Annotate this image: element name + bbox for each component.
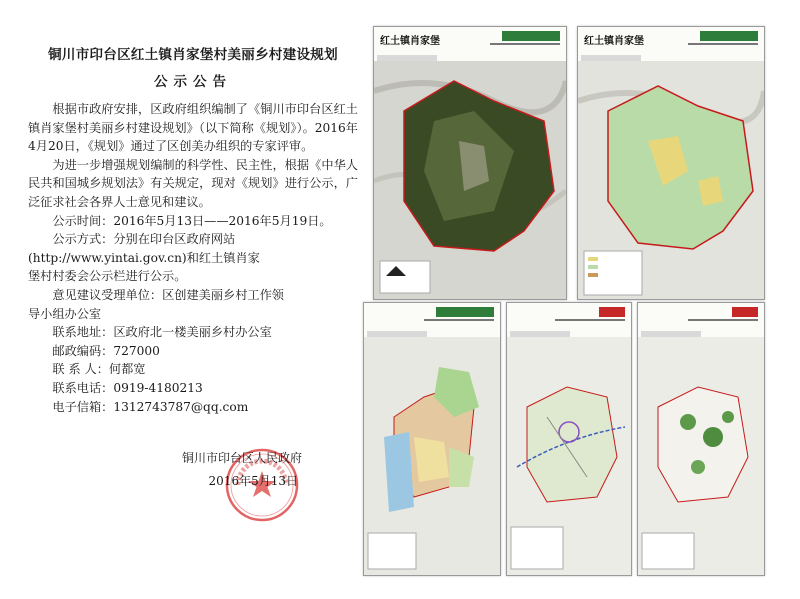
map-header-tag [599,307,625,317]
landuse-map-image [578,61,764,299]
satellite-map-image [374,61,566,299]
paragraph-purpose: 为进一步增强规划编制的科学性、民主性，根据《中华人民共和国城乡规划法》有关规定，现对《规划》进行公示，广泛征求社会各界人士意见和建议。 [28,157,358,209]
receiving-unit-line1: 意见建议受理单位：区创建美丽乡村工作领 [52,287,284,302]
postal-code: 邮政编码：727000 [52,343,160,358]
map-header-tag [700,31,758,41]
notice-subtitle: 公示公告 [154,74,232,90]
planning-map-landuse [577,26,765,300]
publicity-method-line3: 堡村村委会公示栏进行公示。 [28,269,187,284]
green-map-image [638,337,764,575]
notice-text-column [28,46,358,416]
map-brand-title: 红土镇肖家堡 [380,36,440,47]
notice-title: 铜川市印台区红土镇肖家堡村美丽乡村建设规划 [48,47,338,63]
publicity-method-line2: (http://www.yintai.gov.cn)和红土镇肖家 [28,250,260,265]
issuing-authority: 铜川市印台区人民政府 [181,451,302,465]
publicity-period: 公示时间：2016年5月13日——2016年5月19日。 [52,213,332,228]
planning-map-green [637,302,765,576]
receiving-unit-line2: 导小组办公室 [28,306,102,321]
contact-person: 联 系 人：何都宽 [52,362,146,377]
paragraph-background: 根据市政府安排，区政府组织编制了《铜川市印台区红土镇肖家堡村美丽乡村建设规划》（以下简称《规划》）。2016年4月20日，《规划》通过了区创美办组织的专家评审。 [28,102,358,154]
publicity-method-line1: 公示方式：分别在印台区政府网站 [52,232,236,247]
roads-map-image [507,337,631,575]
contact-phone: 联系电话：0919-4180213 [52,380,203,395]
map-header-tag [502,31,560,41]
planning-map-roads [506,302,632,576]
map-brand-title: 红土镇肖家堡 [584,36,644,47]
contact-address: 联系地址：区政府北一楼美丽乡村办公室 [52,325,272,340]
planning-map-satellite [373,26,567,300]
zones-map-image [364,337,500,575]
contact-email: 电子信箱：1312743787@qq.com [52,399,249,414]
issue-date: 2016年5月13日 [208,474,298,488]
planning-map-zones [363,302,501,576]
signoff-block [0,448,330,489]
map-header-tag [732,307,758,317]
map-header-tag [436,307,494,317]
